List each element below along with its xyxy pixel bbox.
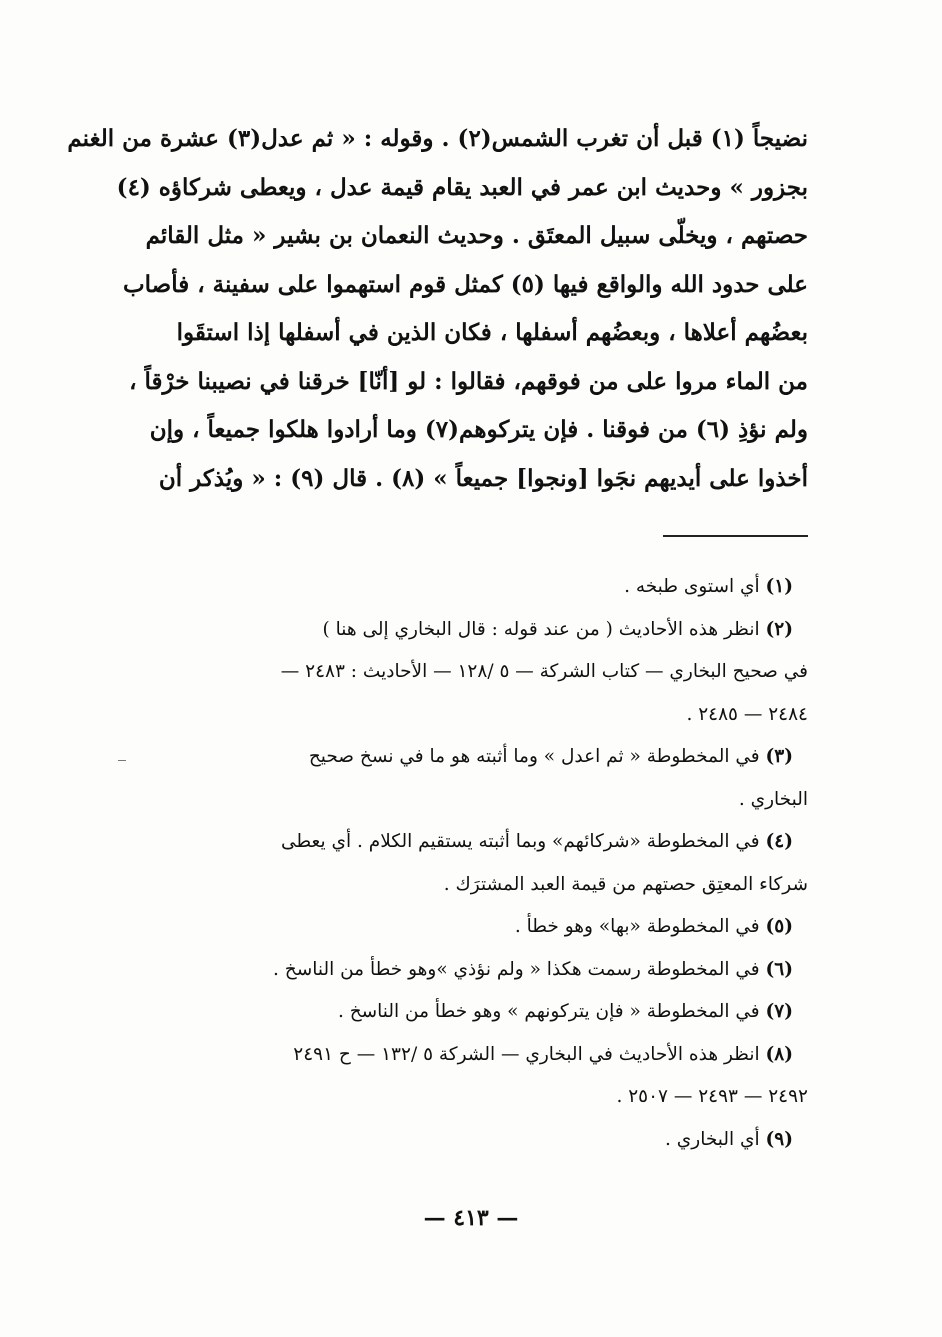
footnote-line: [148, 1034, 808, 1077]
footnote-line: [148, 609, 808, 652]
footnote-number: (٧): [765, 1001, 793, 1022]
footnote-line: [148, 779, 808, 822]
footnote-text: البخاري .: [738, 788, 808, 810]
footnote-text: في المخطوطة «شركائهم» وبما أثبته يستقيم الكلام . أي يعطى: [280, 831, 760, 852]
footnote-line: [148, 566, 808, 609]
margin-mark: [118, 760, 126, 761]
footnote-number: (٥): [765, 916, 793, 937]
footnote-text: ٢٤٩٢ — ٢٤٩٣ — ٢٥٠٧ .: [616, 1086, 808, 1107]
footnote-text: في المخطوطة رسمت هكذا « ولم نؤذي »وهو خطأ من الناسخ .: [273, 958, 760, 980]
text-line: ولم نؤذِ (٦) من فوقنا . فإن يتركوهم(٧) وما أرادوا هلكوا جميعاً ، وإن: [149, 416, 808, 443]
footnote-separator: [663, 535, 808, 537]
footnote-number: (٩): [765, 1128, 793, 1150]
text-line: على حدود الله والواقع فيها (٥) كمثل قوم استهموا على سفينة ، فأصاب: [123, 270, 808, 298]
text-line: بعضُهم أعلاها ، وبعضُهم أسفلها ، فكان الذين في أسفلها إذا استقَوا: [176, 319, 808, 346]
footnote-line: [148, 694, 808, 737]
footnote-number: (٣): [765, 746, 793, 767]
footnote-text: في صحيح البخاري — كتاب الشركة — ٥ /١٢٨ — الأحاديث : ٢٤٨٣ —: [280, 661, 808, 682]
footnote-line: [148, 1076, 808, 1119]
text-line: نضيجاً (١) قبل أن تغرب الشمس(٢) . وقوله : « ثم عدل(٣) عشرة من الغنم: [67, 125, 808, 152]
footnote-line: [148, 991, 808, 1034]
footnote-number: (٢): [765, 618, 793, 640]
footnotes: [148, 566, 808, 1161]
text-line: من الماء مروا على من فوقهم، فقالوا : لو [أنّا] خرقنا في نصيبنا خرْقاً ،: [129, 367, 808, 395]
footnote-line: [148, 821, 808, 864]
footnote-text: انظر هذه الأحاديث في البخاري — الشركة ٥ /١٣٢ — ح ٢٤٩١: [293, 1043, 760, 1065]
footnote-number: (٦): [765, 958, 793, 980]
page-number: — ٤١٣ —: [423, 1205, 519, 1231]
footnote-number: (١): [765, 576, 793, 597]
footnote-text: في المخطوطة « فإن يتركونهم » وهو خطأ من الناسخ .: [337, 1001, 760, 1022]
footnote-text: انظر هذه الأحاديث ( من عند قوله : قال البخاري إلى هنا ): [322, 618, 760, 640]
footnote-text: ٢٤٨٤ — ٢٤٨٥ .: [686, 703, 808, 725]
footnote-text: أي استوى طبخه .: [624, 576, 760, 597]
footnote-line: [148, 906, 808, 949]
footnote-number: (٤): [765, 831, 793, 852]
footnote-line: [148, 651, 808, 694]
main-text: [67, 115, 808, 503]
footnote-text: في المخطوطة « ثم اعدل » وما أثبته هو ما في نسخ صحيح: [308, 746, 760, 767]
footnote-line: [148, 1119, 808, 1162]
footnote-text: شركاء المعتِق حصتهم من قيمة العبد المشترَك .: [443, 873, 808, 895]
text-line: بجزور » وحديث ابن عمر في العبد يقام قيمة عدل ، ويعطى شركاؤه (٤): [116, 173, 808, 201]
footnote-line: [148, 736, 808, 779]
footnote-line: [148, 949, 808, 992]
text-line: حصتهم ، ويخلّى سبيل المعتَق . وحديث النعمان بن بشير « مثل القائم: [145, 222, 808, 249]
footnote-text: في المخطوطة «بها» وهو خطأ .: [514, 916, 760, 937]
text-line: أخذوا على أيديهم نجَوا [ونجوا] جميعاً » (٨) . قال (٩) : « ويُذكر أن: [158, 464, 808, 492]
footnote-number: (٨): [765, 1043, 793, 1065]
footnote-text: أي البخاري .: [665, 1128, 760, 1150]
footnote-line: [148, 864, 808, 907]
